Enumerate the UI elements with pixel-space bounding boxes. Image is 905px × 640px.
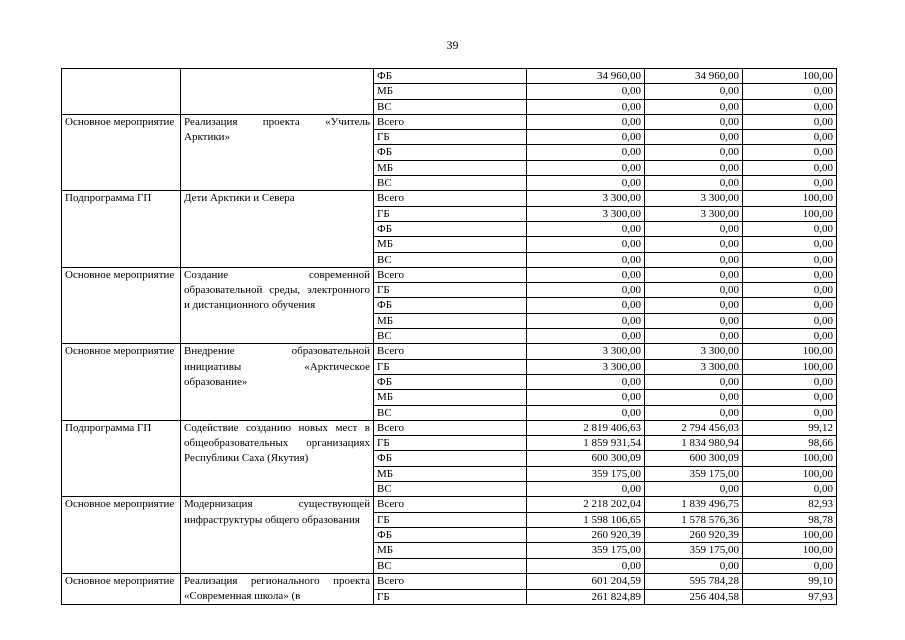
item-name-cell: Создание современной образовательной среды, электронного и дистанционного обучения <box>181 267 374 343</box>
planned-amount-cell: 0,00 <box>527 176 645 191</box>
actual-amount-cell: 0,00 <box>645 114 743 129</box>
percent-cell: 100,00 <box>743 359 837 374</box>
percent-cell: 0,00 <box>743 390 837 405</box>
percent-cell: 100,00 <box>743 206 837 221</box>
planned-amount-cell: 2 819 406,63 <box>527 420 645 435</box>
funding-source-cell: ВС <box>374 99 527 114</box>
percent-cell: 0,00 <box>743 298 837 313</box>
planned-amount-cell: 3 300,00 <box>527 191 645 206</box>
percent-cell: 98,66 <box>743 436 837 451</box>
actual-amount-cell: 0,00 <box>645 313 743 328</box>
planned-amount-cell: 34 960,00 <box>527 69 645 84</box>
actual-amount-cell: 0,00 <box>645 84 743 99</box>
funding-source-cell: МБ <box>374 313 527 328</box>
item-name-cell: Реализация проекта «Учитель Арктики» <box>181 114 374 190</box>
percent-cell: 0,00 <box>743 329 837 344</box>
percent-cell: 98,78 <box>743 512 837 527</box>
actual-amount-cell: 0,00 <box>645 99 743 114</box>
funding-source-cell: ВС <box>374 558 527 573</box>
percent-cell: 0,00 <box>743 267 837 282</box>
planned-amount-cell: 0,00 <box>527 99 645 114</box>
table-row <box>62 573 837 589</box>
actual-amount-cell: 595 784,28 <box>645 573 743 589</box>
percent-cell: 100,00 <box>743 69 837 84</box>
funding-source-cell: Всего <box>374 420 527 435</box>
funding-source-cell: ФБ <box>374 221 527 236</box>
actual-amount-cell: 0,00 <box>645 283 743 298</box>
funding-source-cell: Всего <box>374 267 527 282</box>
planned-amount-cell: 0,00 <box>527 329 645 344</box>
funding-source-cell: МБ <box>374 466 527 481</box>
actual-amount-cell: 34 960,00 <box>645 69 743 84</box>
funding-source-cell: ФБ <box>374 298 527 313</box>
percent-cell: 0,00 <box>743 283 837 298</box>
planned-amount-cell: 0,00 <box>527 145 645 160</box>
planned-amount-cell: 359 175,00 <box>527 466 645 481</box>
funding-source-cell: ФБ <box>374 145 527 160</box>
actual-amount-cell: 0,00 <box>645 160 743 175</box>
actual-amount-cell: 0,00 <box>645 390 743 405</box>
table-row <box>62 497 837 512</box>
actual-amount-cell: 600 300,09 <box>645 451 743 466</box>
item-name-cell: Внедрение образовательной инициативы «Арктическое образование» <box>181 344 374 420</box>
actual-amount-cell: 3 300,00 <box>645 206 743 221</box>
funding-source-cell: ВС <box>374 252 527 267</box>
planned-amount-cell: 0,00 <box>527 84 645 99</box>
funding-source-cell: МБ <box>374 160 527 175</box>
funding-source-cell: ВС <box>374 329 527 344</box>
planned-amount-cell: 260 920,39 <box>527 527 645 542</box>
funding-source-cell: ФБ <box>374 374 527 389</box>
actual-amount-cell: 1 839 496,75 <box>645 497 743 512</box>
item-name-cell <box>181 69 374 115</box>
actual-amount-cell: 0,00 <box>645 329 743 344</box>
actual-amount-cell: 3 300,00 <box>645 344 743 359</box>
funding-source-cell: МБ <box>374 84 527 99</box>
actual-amount-cell: 0,00 <box>645 374 743 389</box>
item-type-cell: Основное мероприятие <box>62 114 181 190</box>
actual-amount-cell: 260 920,39 <box>645 527 743 542</box>
item-name-cell: Модернизация существующей инфраструктуры общего образования <box>181 497 374 573</box>
funding-source-cell: ВС <box>374 405 527 420</box>
funding-source-cell: ГБ <box>374 512 527 527</box>
funding-source-cell: МБ <box>374 543 527 558</box>
planned-amount-cell: 0,00 <box>527 130 645 145</box>
table-row <box>62 267 837 282</box>
funding-source-cell: Всего <box>374 573 527 589</box>
funding-source-cell: Всего <box>374 114 527 129</box>
planned-amount-cell: 0,00 <box>527 237 645 252</box>
actual-amount-cell: 0,00 <box>645 267 743 282</box>
planned-amount-cell: 1 598 106,65 <box>527 512 645 527</box>
table-row <box>62 344 837 359</box>
percent-cell: 0,00 <box>743 99 837 114</box>
item-type-cell <box>62 69 181 115</box>
actual-amount-cell: 0,00 <box>645 130 743 145</box>
actual-amount-cell: 256 404,58 <box>645 589 743 605</box>
planned-amount-cell: 0,00 <box>527 221 645 236</box>
percent-cell: 99,12 <box>743 420 837 435</box>
percent-cell: 0,00 <box>743 84 837 99</box>
actual-amount-cell: 359 175,00 <box>645 466 743 481</box>
table-row <box>62 191 837 206</box>
funding-source-cell: ГБ <box>374 283 527 298</box>
planned-amount-cell: 0,00 <box>527 283 645 298</box>
funding-source-cell: ГБ <box>374 130 527 145</box>
planned-amount-cell: 0,00 <box>527 405 645 420</box>
table-body <box>62 69 837 605</box>
percent-cell: 0,00 <box>743 558 837 573</box>
percent-cell: 0,00 <box>743 160 837 175</box>
planned-amount-cell: 0,00 <box>527 482 645 497</box>
planned-amount-cell: 0,00 <box>527 114 645 129</box>
planned-amount-cell: 0,00 <box>527 374 645 389</box>
budget-execution-table <box>61 68 837 605</box>
planned-amount-cell: 3 300,00 <box>527 344 645 359</box>
planned-amount-cell: 0,00 <box>527 390 645 405</box>
planned-amount-cell: 1 859 931,54 <box>527 436 645 451</box>
actual-amount-cell: 0,00 <box>645 405 743 420</box>
funding-source-cell: ГБ <box>374 436 527 451</box>
percent-cell: 0,00 <box>743 176 837 191</box>
funding-source-cell: ГБ <box>374 359 527 374</box>
planned-amount-cell: 0,00 <box>527 313 645 328</box>
planned-amount-cell: 0,00 <box>527 558 645 573</box>
percent-cell: 0,00 <box>743 221 837 236</box>
funding-source-cell: ФБ <box>374 451 527 466</box>
percent-cell: 99,10 <box>743 573 837 589</box>
funding-source-cell: ВС <box>374 176 527 191</box>
item-type-cell: Основное мероприятие <box>62 267 181 343</box>
page-number: 39 <box>446 38 459 52</box>
item-name-cell: Содействие созданию новых мест в общеобразовательных организациях Республики Саха (Якутия) <box>181 420 374 496</box>
planned-amount-cell: 0,00 <box>527 267 645 282</box>
percent-cell: 82,93 <box>743 497 837 512</box>
planned-amount-cell: 0,00 <box>527 252 645 267</box>
percent-cell: 0,00 <box>743 252 837 267</box>
actual-amount-cell: 0,00 <box>645 145 743 160</box>
percent-cell: 100,00 <box>743 451 837 466</box>
planned-amount-cell: 3 300,00 <box>527 359 645 374</box>
percent-cell: 0,00 <box>743 313 837 328</box>
planned-amount-cell: 3 300,00 <box>527 206 645 221</box>
percent-cell: 100,00 <box>743 543 837 558</box>
percent-cell: 0,00 <box>743 374 837 389</box>
planned-amount-cell: 2 218 202,04 <box>527 497 645 512</box>
percent-cell: 100,00 <box>743 466 837 481</box>
planned-amount-cell: 0,00 <box>527 160 645 175</box>
actual-amount-cell: 0,00 <box>645 558 743 573</box>
item-name-cell: Дети Арктики и Севера <box>181 191 374 267</box>
actual-amount-cell: 3 300,00 <box>645 359 743 374</box>
actual-amount-cell: 359 175,00 <box>645 543 743 558</box>
funding-source-cell: ВС <box>374 482 527 497</box>
funding-source-cell: Всего <box>374 191 527 206</box>
actual-amount-cell: 1 578 576,36 <box>645 512 743 527</box>
table-row <box>62 420 837 435</box>
planned-amount-cell: 601 204,59 <box>527 573 645 589</box>
funding-source-cell: ГБ <box>374 589 527 605</box>
percent-cell: 100,00 <box>743 527 837 542</box>
item-type-cell: Основное мероприятие <box>62 344 181 420</box>
table-row <box>62 114 837 129</box>
actual-amount-cell: 0,00 <box>645 298 743 313</box>
percent-cell: 100,00 <box>743 344 837 359</box>
percent-cell: 0,00 <box>743 145 837 160</box>
item-type-cell: Подпрограмма ГП <box>62 420 181 496</box>
item-type-cell: Основное мероприятие <box>62 497 181 573</box>
item-type-cell: Основное мероприятие <box>62 573 181 605</box>
percent-cell: 0,00 <box>743 405 837 420</box>
actual-amount-cell: 3 300,00 <box>645 191 743 206</box>
funding-source-cell: Всего <box>374 497 527 512</box>
percent-cell: 0,00 <box>743 114 837 129</box>
actual-amount-cell: 0,00 <box>645 237 743 252</box>
percent-cell: 100,00 <box>743 191 837 206</box>
funding-source-cell: ФБ <box>374 527 527 542</box>
planned-amount-cell: 261 824,89 <box>527 589 645 605</box>
funding-source-cell: МБ <box>374 390 527 405</box>
actual-amount-cell: 0,00 <box>645 176 743 191</box>
actual-amount-cell: 0,00 <box>645 482 743 497</box>
funding-source-cell: ФБ <box>374 69 527 84</box>
item-type-cell: Подпрограмма ГП <box>62 191 181 267</box>
planned-amount-cell: 359 175,00 <box>527 543 645 558</box>
actual-amount-cell: 0,00 <box>645 221 743 236</box>
planned-amount-cell: 600 300,09 <box>527 451 645 466</box>
planned-amount-cell: 0,00 <box>527 298 645 313</box>
percent-cell: 0,00 <box>743 130 837 145</box>
table-row <box>62 69 837 84</box>
percent-cell: 0,00 <box>743 482 837 497</box>
funding-source-cell: МБ <box>374 237 527 252</box>
funding-source-cell: ГБ <box>374 206 527 221</box>
actual-amount-cell: 1 834 980,94 <box>645 436 743 451</box>
percent-cell: 0,00 <box>743 237 837 252</box>
actual-amount-cell: 2 794 456,03 <box>645 420 743 435</box>
item-name-cell: Реализация регионального проекта «Современная школа» (в <box>181 573 374 605</box>
percent-cell: 97,93 <box>743 589 837 605</box>
actual-amount-cell: 0,00 <box>645 252 743 267</box>
funding-source-cell: Всего <box>374 344 527 359</box>
